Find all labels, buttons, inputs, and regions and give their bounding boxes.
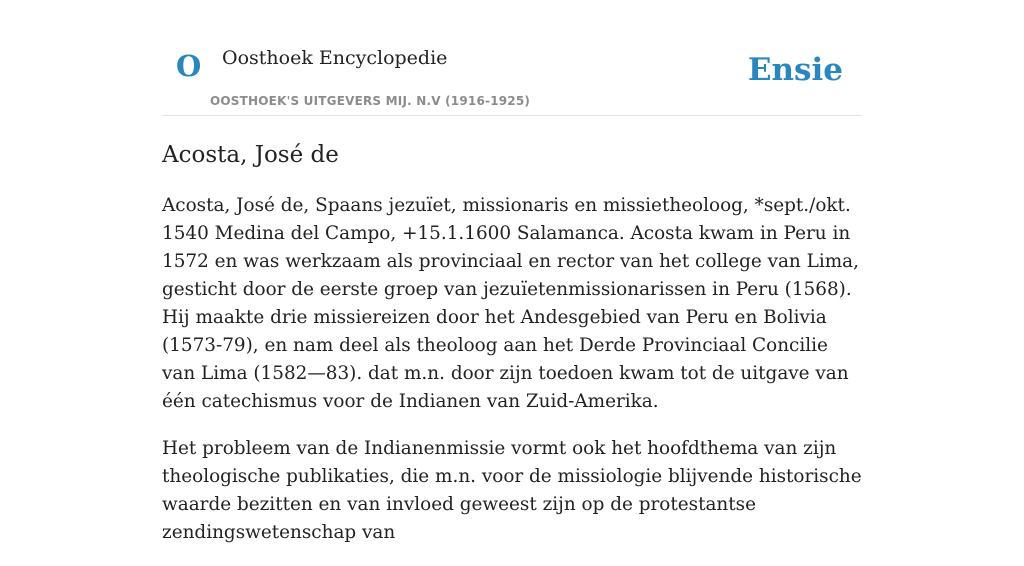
entry-title: Acosta, José de (162, 142, 339, 168)
ensie-logo-link[interactable]: Ensie (747, 52, 843, 88)
page-container (162, 0, 862, 543)
source-subtitle: OOSTHOEK'S UITGEVERS MIJ. N.V (1916-1925) (210, 94, 531, 108)
entry-paragraph: Het probleem van de Indianenmissie vormt ook het hoofdthema van zijn theologische publikaties, die m.n. voor de missiologie blijvende historische waarde bezitten en van invloed geweest zijn op de protestantse zendingswetenschap van (162, 438, 862, 543)
site-header (162, 0, 862, 116)
entry-body (162, 192, 862, 566)
source-logo-icon[interactable]: O (176, 49, 202, 83)
source-title-link[interactable]: Oosthoek Encyclopedie (222, 47, 448, 69)
entry-paragraph: Acosta, José de, Spaans jezuïet, missionaris en missietheoloog, *sept./okt. 1540 Medina del Campo, +15.1.1600 Salamanca. Acosta kwam in Peru in 1572 en was werkzaam als provinciaal en rector van het college van Lima, gesticht door de eerste groep van jezuïetenmissionarissen in Peru (1568). Hij maakte drie missiereizen door het Andesgebied van Peru en Bolivia (1573-79), en nam deel als theoloog aan het Derde Provinciaal Concilie van Lima (1582—83). dat m.n. door zijn toedoen kwam tot de uitgave van één catechismus voor de Indianen van Zuid-Amerika. (162, 195, 859, 412)
